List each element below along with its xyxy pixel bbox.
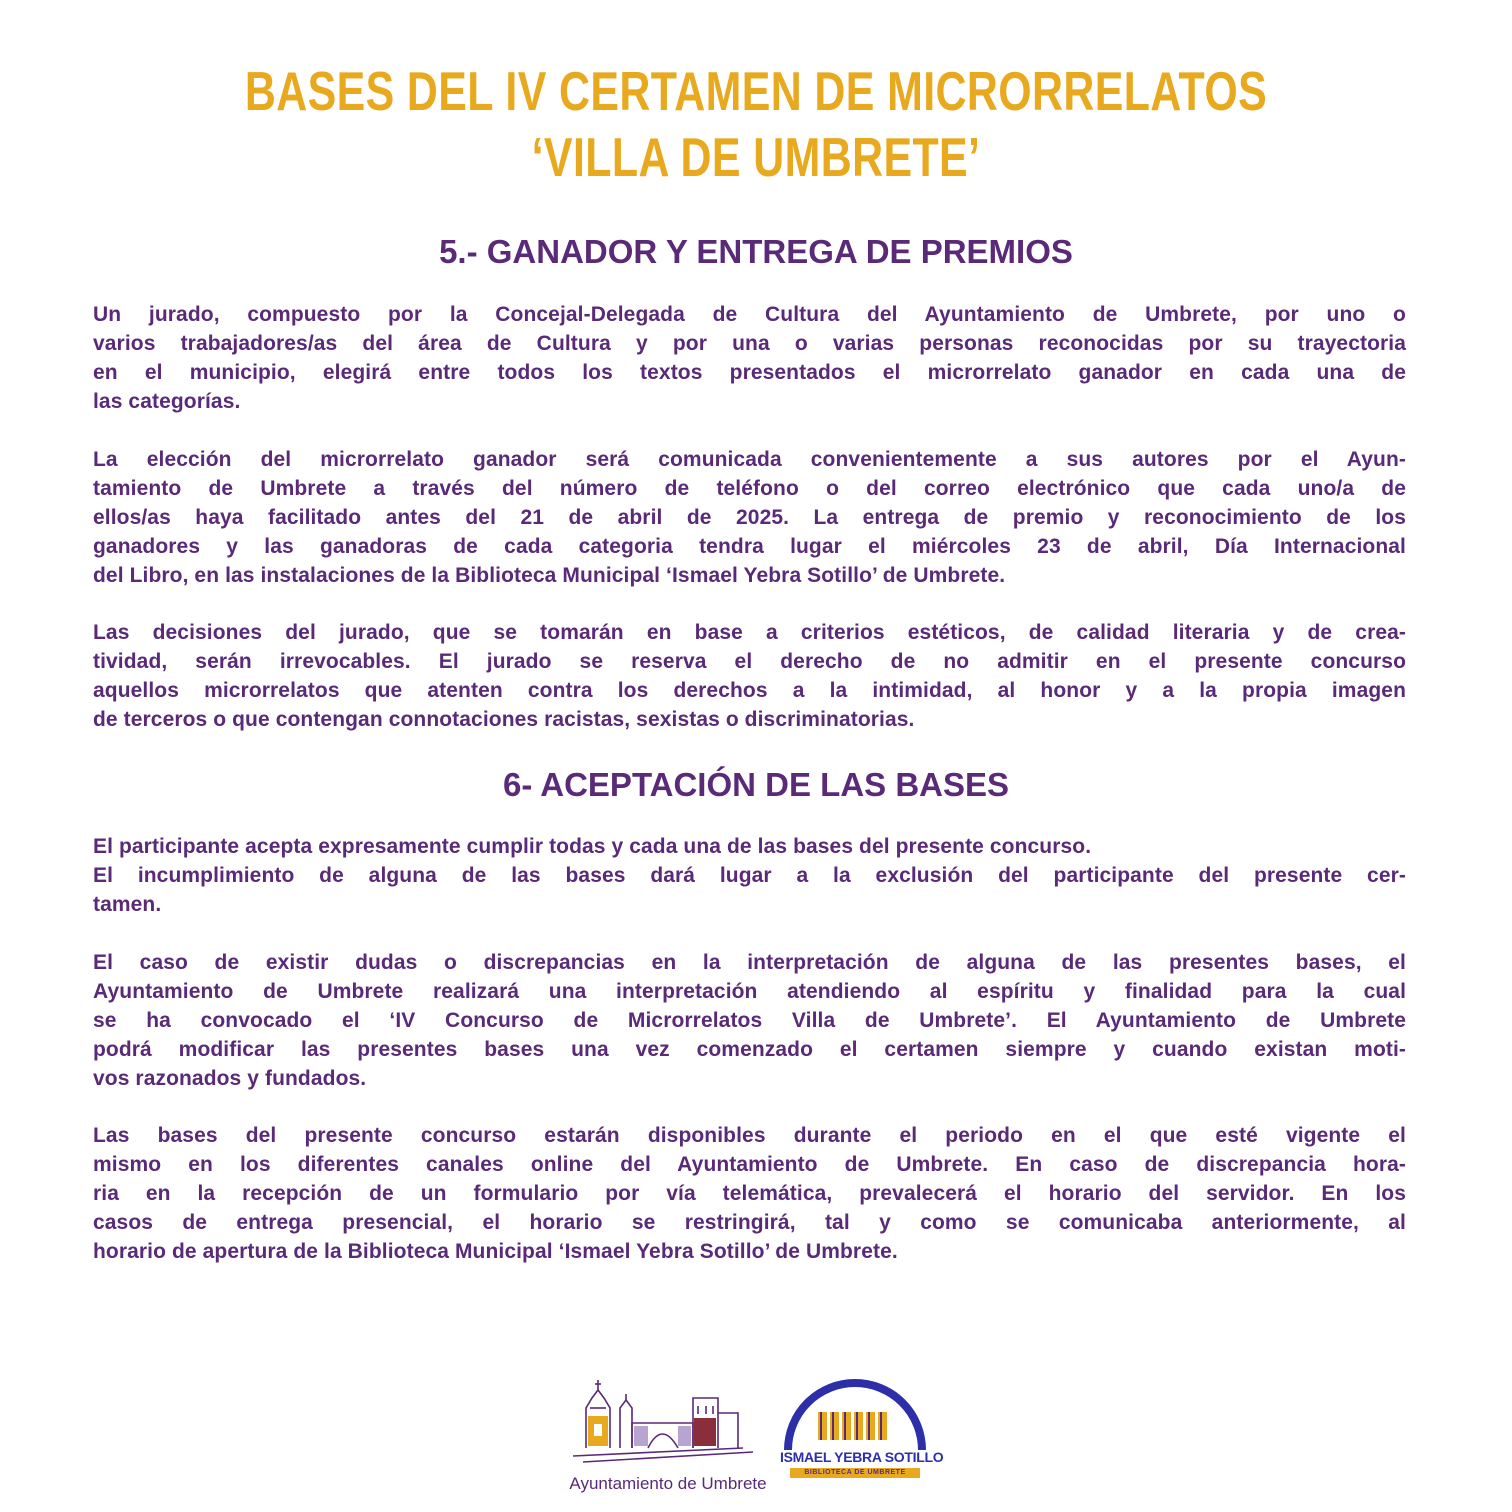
text-line: del Libro, en las instalaciones de la Biblioteca Municipal ‘Ismael Yebra Sotillo’ de Umbrete. bbox=[93, 564, 1006, 587]
text-line: La elección del microrrelato ganador será comunicada convenientemente a sus autores por el Ayun- bbox=[93, 448, 1406, 471]
text-line: ganadores y las ganadoras de cada categoria tendra lugar el miércoles 23 de abril, Día Internacional bbox=[93, 535, 1406, 558]
biblioteca-subtitle: BIBLIOTECA DE UMBRETE bbox=[790, 1468, 920, 1478]
text-line: Las decisiones del jurado, que se tomarán en base a criterios estéticos, de calidad literaria y de crea- bbox=[93, 621, 1406, 644]
title-line-1: BASES DEL IV CERTAMEN DE MICRORRELATOS bbox=[244, 60, 1268, 122]
text-line: casos de entrega presencial, el horario se restringirá, tal y como se comunicaba anteriormente, al bbox=[93, 1211, 1406, 1234]
text-line: ellos/as haya facilitado antes del 21 de abril de 2025. La entrega de premio y reconocimiento de los bbox=[93, 506, 1406, 529]
ayuntamiento-caption: Ayuntamiento de Umbrete bbox=[569, 1474, 767, 1493]
section-6-paragraph-3 bbox=[93, 1121, 1406, 1266]
text-line: tamen. bbox=[93, 893, 162, 916]
text-line: ria en la recepción de un formulario por vía telemática, prevalecerá el horario del servidor. En los bbox=[93, 1182, 1406, 1205]
text-line: aquellos microrrelatos que atenten contra los derechos a la intimidad, al honor y a la propia imagen bbox=[93, 679, 1406, 702]
text-line: Un jurado, compuesto por la Concejal-Delegada de Cultura del Ayuntamiento de Umbrete, por uno o bbox=[93, 303, 1406, 326]
section-5-paragraph-1 bbox=[93, 300, 1406, 416]
section-5-paragraph-2 bbox=[93, 445, 1406, 590]
ayuntamiento-logo bbox=[568, 1368, 768, 1503]
section-5-heading: 5.- GANADOR Y ENTREGA DE PREMIOS bbox=[439, 233, 1073, 270]
text-line: tamiento de Umbrete a través del número de teléfono o del correo electrónico que cada uno/a de bbox=[93, 477, 1406, 500]
town-skyline-icon bbox=[568, 1368, 768, 1478]
text-line: de terceros o que contengan connotaciones racistas, sexistas o discriminatorias. bbox=[93, 708, 915, 731]
document-title bbox=[166, 58, 1345, 190]
text-line: horario de apertura de la Biblioteca Municipal ‘Ismael Yebra Sotillo’ de Umbrete. bbox=[93, 1240, 898, 1263]
text-line: podrá modificar las presentes bases una vez comenzado el certamen siempre y cuando existan moti- bbox=[93, 1038, 1406, 1061]
text-line: vos razonados y fundados. bbox=[93, 1067, 367, 1090]
section-6-paragraph-1 bbox=[93, 832, 1406, 919]
biblioteca-logo bbox=[780, 1376, 944, 1496]
text-line: mismo en los diferentes canales online del Ayuntamiento de Umbrete. En caso de discrepancia hora- bbox=[93, 1153, 1406, 1176]
text-line: El participante acepta expresamente cumplir todas y cada una de las bases del presente concurso. bbox=[93, 835, 1092, 858]
section-5-paragraph-3 bbox=[93, 618, 1406, 734]
title-line-2: ‘VILLA DE UMBRETE’ bbox=[531, 126, 981, 188]
text-line: Ayuntamiento de Umbrete realizará una interpretación atendiendo al espíritu y finalidad para la cual bbox=[93, 980, 1406, 1003]
text-line: se ha convocado el ‘IV Concurso de Microrrelatos Villa de Umbrete’. El Ayuntamiento de Umbrete bbox=[93, 1009, 1406, 1032]
section-6-paragraph-2 bbox=[93, 948, 1406, 1093]
text-line: El caso de existir dudas o discrepancias en la interpretación de alguna de las presentes bases, el bbox=[93, 951, 1406, 974]
text-line: en el municipio, elegirá entre todos los textos presentados el microrrelato ganador en cada una de bbox=[93, 361, 1406, 384]
text-line: El incumplimiento de alguna de las bases dará lugar a la exclusión del participante del presente cer- bbox=[93, 864, 1406, 887]
text-line: tividad, serán irrevocables. El jurado se reserva el derecho de no admitir en el presente concurso bbox=[93, 650, 1406, 673]
section-6-heading: 6- ACEPTACIÓN DE LAS BASES bbox=[502, 766, 1010, 803]
library-books-icon bbox=[780, 1376, 930, 1456]
text-line: varios trabajadores/as del área de Cultura y por una o varias personas reconocidas por su trayectoria bbox=[93, 332, 1406, 355]
biblioteca-name: ISMAEL YEBRA SOTILLO bbox=[780, 1449, 944, 1465]
text-line: Las bases del presente concurso estarán disponibles durante el periodo en el que esté vigente el bbox=[93, 1124, 1406, 1147]
text-line: las categorías. bbox=[93, 390, 241, 413]
